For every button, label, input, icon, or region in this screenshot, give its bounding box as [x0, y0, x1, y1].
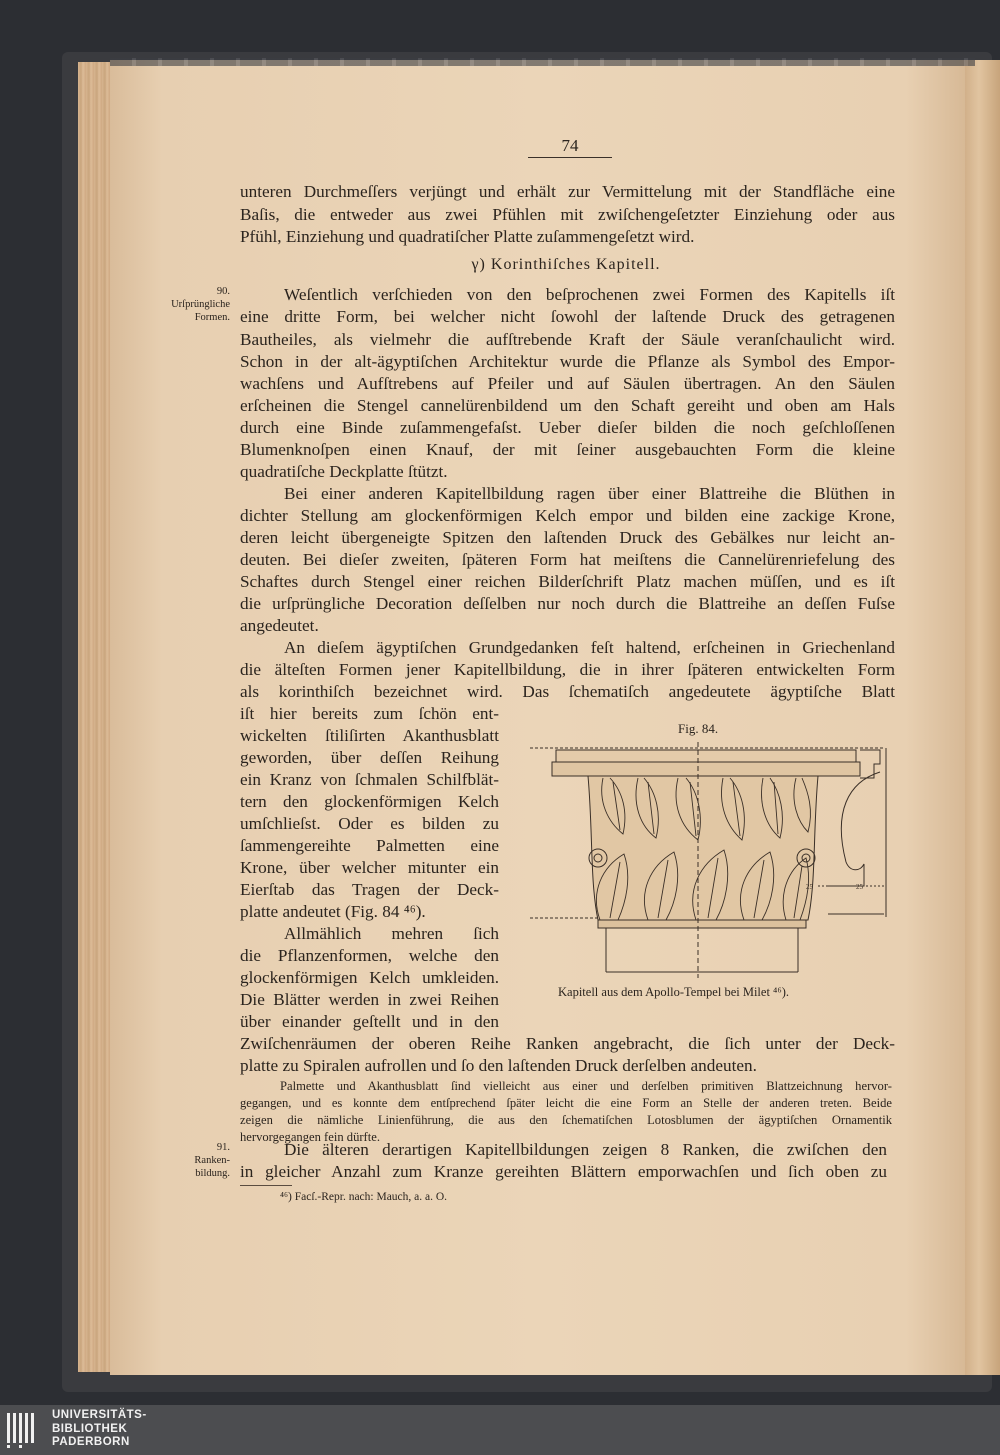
body-line: die Pflanzenformen, welche den — [240, 946, 499, 965]
library-name-line: UNIVERSITÄTS- — [52, 1409, 147, 1421]
body-line: wachſens und Aufſtrebens auf Pfeiler und auf Säulen übertragen. An den Säulen — [240, 374, 895, 393]
body-line: Zwiſchenräumen der oberen Reihe Ranken angebracht, die ſich unter der Deck- — [240, 1034, 895, 1053]
body-line: Weſentlich verſchieden von den beſprochenen zwei Formen des Kapitells iſt — [284, 285, 895, 304]
body-line: quadratiſche Deckplatte ſtützt. — [240, 462, 448, 481]
body-line: deren leicht übergeneigte Spitzen den laſtenden Druck des Gebälkes nur leicht an- — [240, 528, 895, 547]
body-line: wickelten ſtiliſirten Akanthusblatt — [240, 726, 499, 745]
margin-note-number: 90. — [216, 286, 230, 297]
note-line: hervorgegangen fein dürfte. — [240, 1130, 380, 1144]
body-line: eine dritte Form, bei welcher nicht ſowohl der laſtende Druck des getragenen — [240, 307, 895, 326]
body-line: dichter Stellung am glockenförmigen Kelch empor und bilden eine zackige Krone, — [240, 506, 895, 525]
body-line: Die älteren derartigen Kapitellbildungen zeigen 8 Ranken, die zwiſchen den — [284, 1140, 887, 1159]
abacus-bottom — [552, 762, 860, 776]
body-line: Schon in der alt-ägyptiſchen Architektur wurde die Pflanze als Symbol des Empor- — [240, 352, 895, 371]
footnote: ⁴⁶) Facſ.-Repr. nach: Mauch, a. a. O. — [280, 1191, 448, 1203]
body-line: iſt hier bereits zum ſchön ent- — [240, 704, 499, 723]
body-line: erſcheinen die Stengel cannelürenbildend um den Schaft gereiht und oben am Hals — [240, 396, 895, 415]
library-name-line: BIBLIOTHEK — [52, 1422, 128, 1435]
body-line: über einander geſtellt und in den — [240, 1012, 499, 1031]
section-heading: γ) Korinthiſches Kapitell. — [471, 256, 661, 273]
body-line: in gleicher Anzahl zum Kranze gereihten Blättern emporwachſen und ſich oben zu — [240, 1162, 887, 1181]
body-line: tern den glockenförmigen Kelch — [240, 792, 499, 811]
body-line: angedeutet. — [240, 616, 319, 635]
abacus-top — [556, 750, 856, 762]
dimension-label-left: 25 — [806, 883, 813, 891]
body-line: durch eine Binde zuſammengefaſst. Ueber dieſer bilden die noch geſchloſſenen — [240, 418, 895, 437]
body-line: Krone, über welcher mitunter ein — [240, 858, 499, 877]
body-line: die urſprüngliche Decoration deſſelben nur noch durch die Blattreihe an deſſen Fuſse — [240, 594, 895, 613]
page-fold — [965, 60, 1000, 1375]
figure-label: Fig. 84. — [678, 721, 719, 736]
margin-note-text: Ranken- — [194, 1155, 230, 1166]
body-line: ſammengereihte Palmetten eine — [240, 836, 499, 855]
page-number: 74 — [528, 136, 612, 158]
body-line: Bei einer anderen Kapitellbildung ragen über einer Blattreihe die Blüthen in — [284, 484, 895, 503]
body-line: als korinthiſch bezeichnet wird. Das ſchematiſch angedeutete ägyptiſche Blatt — [240, 682, 895, 701]
profile-curve — [828, 772, 880, 886]
figure-caption: Kapitell aus dem Apollo-Tempel bei Milet ⁴⁶). — [558, 985, 790, 999]
note-line: zeigen die nämliche Linienführung, die aus den ſchematiſchen Lotosblumen der ägyptiſchen Ornamentik — [240, 1113, 892, 1127]
body-line: platte zu Spiralen aufrollen und ſo den laſtenden Druck derſelben andeuten. — [240, 1056, 757, 1075]
margin-note-text: Formen. — [194, 312, 230, 323]
body-line: Blumenknoſpen einen Knauf, der mit ſeiner ausgebauchten Form die kleine — [240, 440, 895, 459]
body-line: Schaftes durch Stengel einer reichen Bilderſchrift Platz machen müſſen, und es iſt — [240, 572, 895, 591]
footnote-rule — [240, 1185, 292, 1186]
note-line: Palmette und Akanthusblatt ſind vielleicht aus einer und derſelben primitiven Blattzeichnung hervor- — [280, 1079, 892, 1093]
body-line: unteren Durchmeſſers verjüngt und erhält zur Vermittelung mit der Standfläche eine — [240, 182, 895, 201]
body-line: Bautheiles, als vielmehr die aufſtrebende Kraft der Säule veranſchaulicht wird. — [240, 330, 895, 349]
note-line: gegangen, und es konnte dem entſprechend ſpäter leicht die eine Form an Stelle der anderen treten. Beide — [240, 1096, 892, 1110]
column-shaft — [606, 928, 798, 972]
library-footer — [0, 1405, 1000, 1455]
library-name — [52, 1409, 147, 1450]
body-line: An dieſem ägyptiſchen Grundgedanken feſt haltend, erſcheinen in Griechenland — [284, 638, 895, 657]
library-logo-icon — [6, 1411, 42, 1449]
profile-top — [860, 750, 880, 778]
body-line: Pfühl, Einziehung und quadratiſcher Platte zuſammengeſetzt wird. — [240, 227, 695, 246]
body-line: geworden, über deſſen Reihung — [240, 748, 499, 767]
body-line: platte andeutet (Fig. 84 ⁴⁶). — [240, 902, 426, 921]
body-line: deuten. Bei dieſer zweiten, ſpäteren Form hat meiſtens die Cannelürenriefelung des — [240, 550, 895, 569]
astragal — [598, 920, 806, 928]
corinthian-capital-illustration — [528, 742, 898, 978]
dimension-label-right: 25 — [856, 883, 863, 891]
margin-note-number: 91. — [216, 1142, 230, 1153]
body-line: Allmählich mehren ſich — [284, 924, 499, 943]
body-line: Eierſtab das Tragen der Deck- — [240, 880, 499, 899]
top-binding-strip — [110, 58, 975, 66]
body-line: umſchlieſst. Oder es bilden zu — [240, 814, 499, 833]
margin-note-text: Urſprüngliche — [171, 299, 230, 310]
body-line: ein Kranz von ſchmalen Schilfblät- — [240, 770, 499, 789]
body-line: Baſis, die entweder aus zwei Pfühlen mit zwiſchengeſetzter Einziehung oder aus — [240, 205, 895, 224]
body-line: Die Blätter werden in zwei Reihen — [240, 990, 499, 1009]
margin-note-text: bildung. — [195, 1168, 230, 1179]
body-line: die älteſten Formen jener Kapitellbildung, die in ihrer ſpäteren entwickelten Form — [240, 660, 895, 679]
library-name-line: PADERBORN — [52, 1436, 130, 1448]
body-line: glockenförmigen Kelch umkleiden. — [240, 968, 499, 987]
